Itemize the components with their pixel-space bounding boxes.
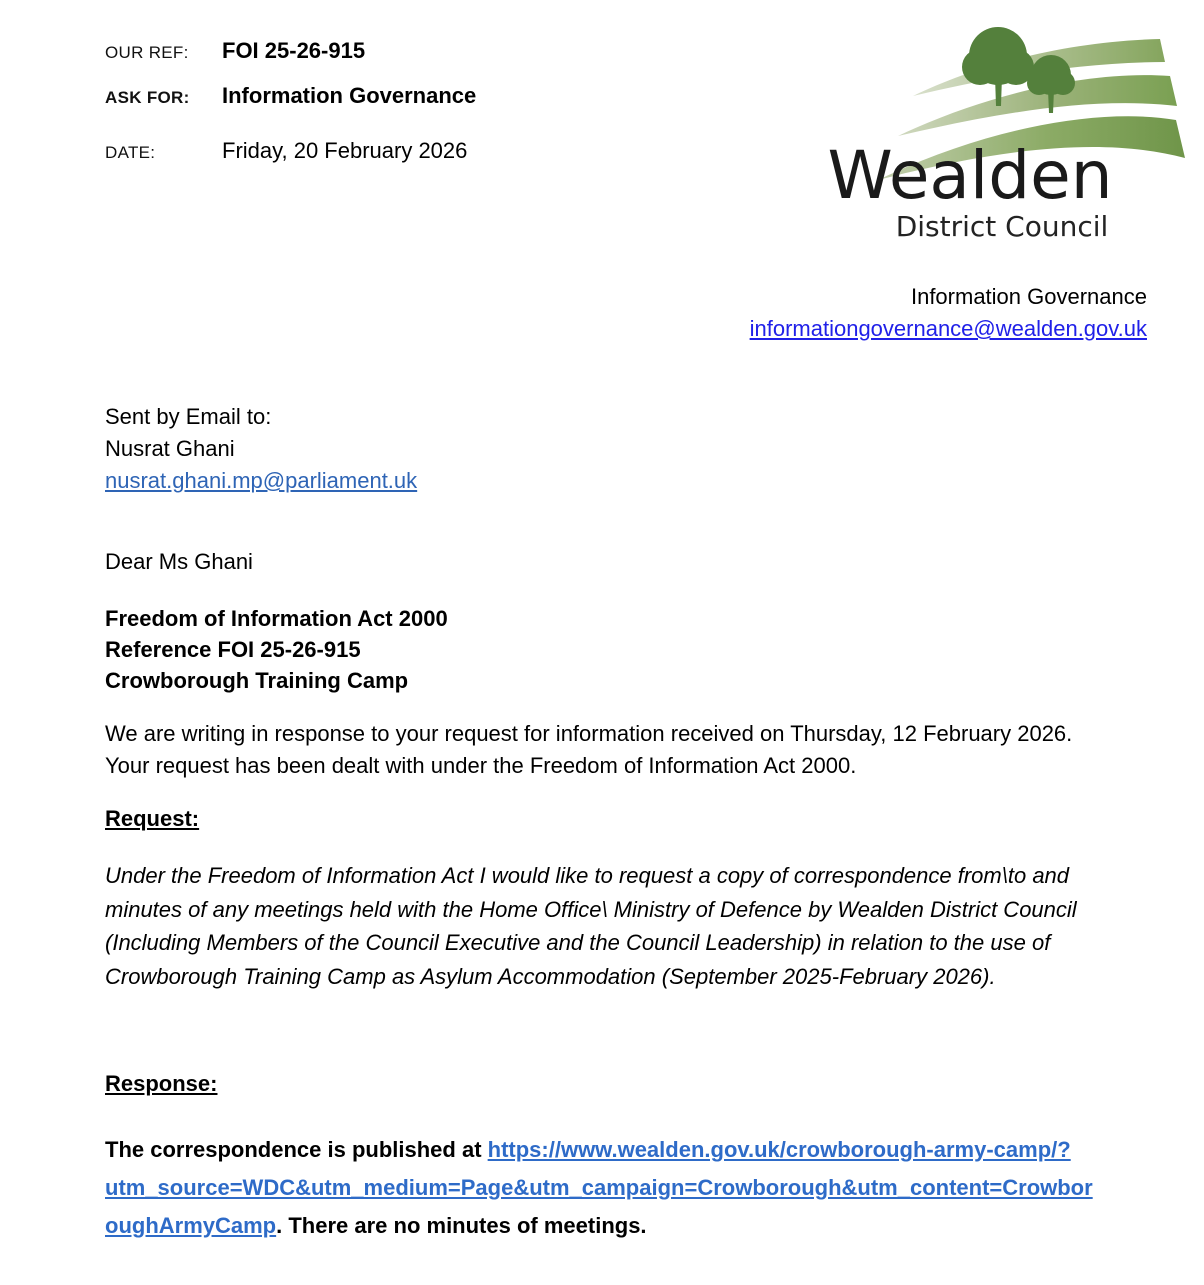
subject-line-reference: Reference FOI 25-26-915 (105, 637, 361, 662)
response-url-link[interactable]: https://www.wealden.gov.uk/crowborough-army-camp/?utm_source=WDC&utm_medium=Page&utm_campaign=Crowborough&utm_content=CrowboroughArmyCamp (105, 1137, 1093, 1238)
hills-and-trees-icon (818, 10, 1202, 250)
logo-name: Wealden (827, 137, 1113, 214)
response-text-after-link: . There are no minutes of meetings. (276, 1213, 647, 1238)
our-ref-row (105, 38, 476, 64)
council-logo (818, 10, 1202, 250)
response-paragraph (105, 1131, 1105, 1245)
our-ref-value: FOI 25-26-915 (222, 38, 366, 63)
date-row (105, 138, 476, 164)
contact-block (750, 281, 1147, 345)
recipient-block (105, 401, 417, 497)
reference-block (105, 38, 476, 164)
salutation: Dear Ms Ghani (105, 549, 253, 574)
response-heading: Response: (105, 1071, 218, 1096)
recipient-email-link[interactable]: nusrat.ghani.mp@parliament.uk (105, 468, 418, 493)
response-text-before-link: The correspondence is published at (105, 1137, 488, 1162)
ask-for-row (105, 83, 476, 109)
subject-block (105, 603, 448, 696)
contact-department: Information Governance (910, 284, 1147, 309)
recipient-name: Nusrat Ghani (105, 436, 235, 461)
request-quote: Under the Freedom of Information Act I would like to request a copy of correspondence from\to and minutes of any meetings held with the Home Office\ Ministry of Defence by Wealden District Council (Including Members of the Council Executive and the Council Leadership) in relation to the use of Crowborough Training Camp as Asylum Accommodation (September 2025-February 2026). (105, 863, 1077, 989)
ask-for-value: Information Governance (222, 83, 477, 108)
subject-line-topic: Crowborough Training Camp (105, 668, 409, 693)
logo-subtitle: District Council (895, 210, 1109, 243)
ask-for-label: ASK FOR: (105, 88, 190, 107)
request-heading: Request: (105, 806, 200, 831)
our-ref-label: OUR REF: (105, 43, 189, 62)
intro-paragraph: We are writing in response to your request for information received on Thursday, 12 February 2026. Your request has been dealt with under the Freedom of Information Act 2000. (105, 721, 1085, 778)
contact-email-link[interactable]: informationgovernance@wealden.gov.uk (749, 316, 1147, 341)
subject-line-act: Freedom of Information Act 2000 (105, 606, 448, 631)
date-value: Friday, 20 February 2026 (222, 138, 468, 163)
date-label: DATE: (105, 143, 156, 162)
sent-by-email-label: Sent by Email to: (105, 404, 272, 429)
